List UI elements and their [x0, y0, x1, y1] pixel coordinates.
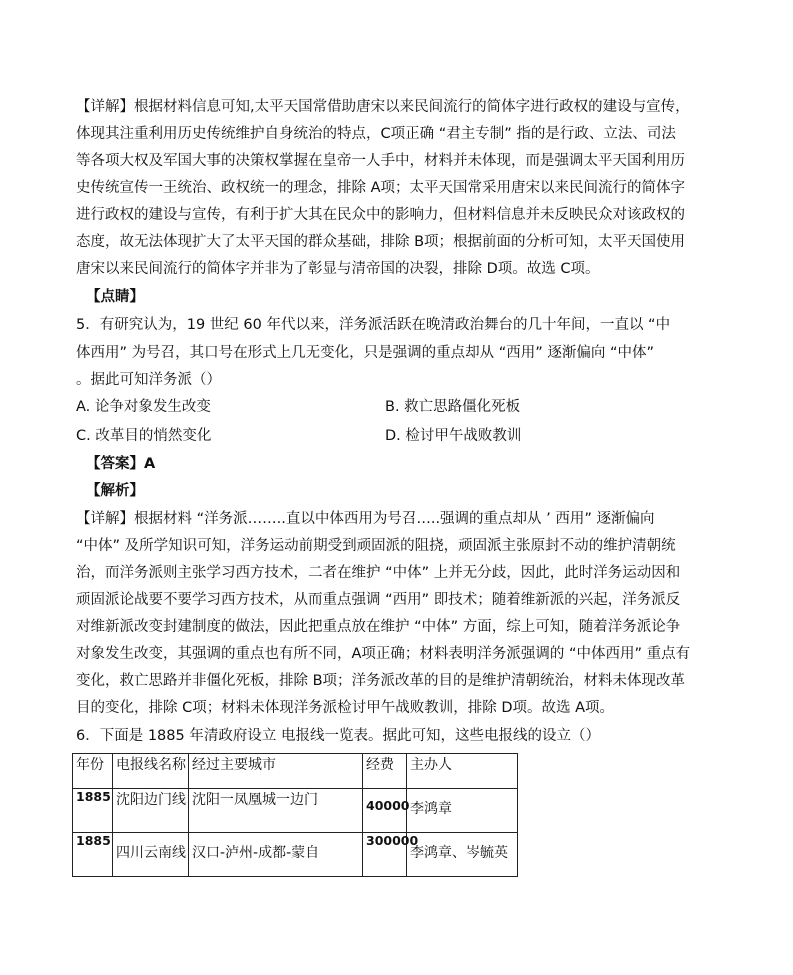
- q5-option-c: C. 改革目的悄然变化: [76, 428, 212, 444]
- cell-funding: 40000: [363, 789, 407, 833]
- text-line: 顽固派论战要不要学习西方技术，从而重点强调 “西用” 即技术；随着维新派的兴起，洋务派反: [76, 592, 681, 608]
- cell-cities: 汉口-泸州-成都-蒙自: [189, 833, 363, 877]
- text-line: 史传统宣传一王统治、政权统一的理念，排除 A项；太平天国常采用唐宋以来民间流行的简体字: [76, 180, 686, 196]
- header-funding: 经费: [363, 754, 407, 789]
- cell-organizer: 李鸿章: [407, 789, 518, 833]
- cell-funding: 300000: [363, 833, 407, 877]
- cell-year: 1885: [73, 789, 113, 833]
- cell-organizer: 李鸿章、岑毓英: [407, 833, 518, 877]
- text-line: 目的变化，排除 C项；材料未体现洋务派检讨甲午战败教训，排除 D项。故选 A项。: [76, 700, 615, 716]
- header-line-name: 电报线名称: [113, 754, 189, 789]
- q5-analysis-label: 【解析】: [86, 483, 144, 499]
- text-line: 变化，救亡思路并非僵化死板，排除 B项；洋务派改革的目的是维护清朝统治，材料未体现改革: [76, 673, 686, 689]
- text-line: 进行政权的建设与宣传，有利于扩大其在民众中的影响力，但材料信息并未反映民众对该政权的: [76, 207, 685, 223]
- text-line: 【详解】根据材料信息可知,太平天国常借助唐宋以来民间流行的简体字进行政权的建设与宣传，: [76, 99, 690, 115]
- table-header-row: [73, 754, 518, 789]
- text-line: 唐宋以来民间流行的简体字并非为了彰显与清帝国的决裂，排除 D项。故选 C项。: [76, 261, 600, 277]
- text-line: 等各项大权及军国大事的决策权掌握在皇帝一人手中，材料并未体现，而是强调太平天国利用历: [76, 153, 685, 169]
- q5-option-b: B. 救亡思路僵化死板: [385, 399, 521, 415]
- q5-option-d: D. 检讨甲午战败教训: [385, 428, 522, 444]
- cell-line-name: 四川云南线: [113, 833, 189, 877]
- text-line: 治，而洋务派则主张学习西方技术，二者在维护 “中体” 上并无分歧，因此，此时洋务运动因和: [76, 565, 681, 581]
- q5-stem-line: 。据此可知洋务派（）: [76, 372, 221, 388]
- text-line: 对象发生改变，其强调的重点也有所不同，A项正确；材料表明洋务派强调的 “中体西用” 重点有: [76, 646, 691, 662]
- header-year: 年份: [73, 754, 113, 789]
- table-row: [73, 789, 518, 833]
- q5-option-a: A. 论争对象发生改变: [76, 399, 211, 415]
- text-line: 态度，故无法体现扩大了太平天国的群众基础，排除 B项；根据前面的分析可知，太平天国使用: [76, 234, 686, 250]
- q6-stem: 6．下面是 1885 年清政府设立 电报线一览表。据此可知，这些电报线的设立（）: [76, 728, 600, 744]
- text-line: 对维新派改变封建制度的做法，因此把重点放在维护 “中体” 方面，综上可知，随着洋务派论争: [76, 619, 681, 635]
- table-row: [73, 833, 518, 877]
- cell-year: 1885: [73, 833, 113, 877]
- telegraph-table: [72, 753, 518, 877]
- header-organizer: 主办人: [407, 754, 518, 789]
- q5-stem-line: 5．有研究认为，19 世纪 60 年代以来，洋务派活跃在晚清政治舞台的几十年间，一直以 “中: [76, 317, 671, 333]
- q5-answer: 【答案】A: [86, 456, 156, 472]
- text-line: “中体” 及所学知识可知，洋务运动前期受到顽固派的阻挠，顽固派主张原封不动的维护清朝统: [76, 538, 676, 554]
- header-cities: 经过主要城市: [189, 754, 363, 789]
- cell-cities: 沈阳一凤凰城一边门: [189, 789, 363, 833]
- text-line: 体现其注重利用历史传统维护自身统治的特点，C项正确 “君主专制” 指的是行政、立法、司法: [76, 126, 676, 142]
- q5-stem-line: 体西用” 为号召，其口号在形式上几无变化，只是强调的重点却从 “西用” 逐渐偏向 “中体”: [76, 345, 654, 361]
- dianjing-label: 【点睛】: [86, 289, 144, 305]
- cell-line-name: 沈阳边门线: [113, 789, 189, 833]
- text-line: 【详解】根据材料 “洋务派……..直以中体西用为号召…..强调的重点却从 ’ 西用” 逐渐偏向: [76, 511, 655, 527]
